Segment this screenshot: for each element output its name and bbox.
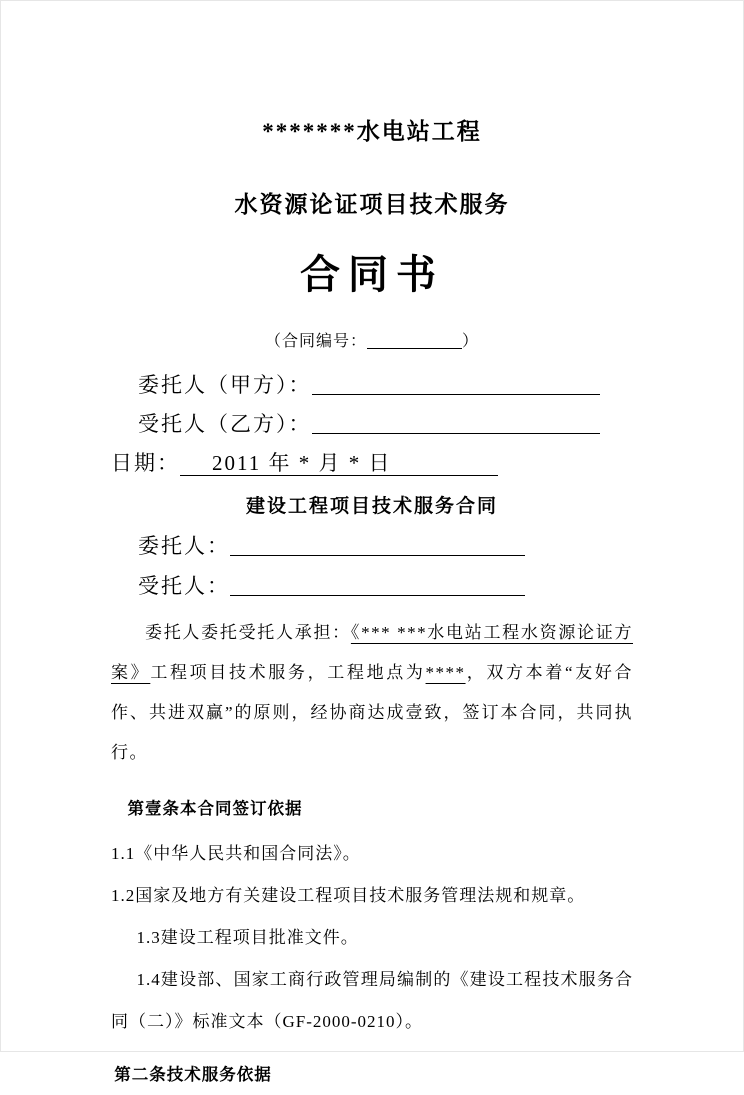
intro-paragraph: [111, 613, 633, 773]
clause-1-3: 1.3建设工程项目批准文件。: [136, 927, 359, 947]
contract-subtitle: 建设工程项目技术服务合同: [245, 496, 498, 518]
intro-underlined-location: ****: [425, 662, 466, 682]
contract-number-blank[interactable]: [367, 332, 462, 349]
contract-number-line: [111, 328, 633, 351]
date-value: 2011 年 * 月 * 日: [212, 451, 392, 476]
trustee-blank[interactable]: [230, 574, 525, 596]
clause-1-1: 1.1《中华人民共和国合同法》。: [111, 843, 361, 863]
contract-number-open: （合同编号：: [264, 333, 367, 350]
title-line-2: 水资源论证项目技术服务: [234, 192, 510, 217]
intro-text-3: ，双方本着“友好合作、共进双赢”的原则，经协商达成壹致，签订本合同，共同执行。: [111, 662, 634, 762]
party-a-blank[interactable]: [312, 373, 600, 395]
intro-underlined-scheme: 《*** ***水电站工程水资源论证方案》: [111, 622, 633, 682]
party-b-label: 受托人（乙方）：: [138, 412, 312, 437]
date-row: [111, 451, 633, 476]
clause-1-4: 1.4建设部、国家工商行政管理局编制的《建设工程技术服务合同（二）》标准文本（GF-2000-0210）。: [111, 969, 633, 1031]
client-row: [138, 534, 633, 558]
party-b-row: [138, 412, 633, 436]
client-label: 委托人：: [138, 534, 230, 559]
document-content: [1, 1, 743, 1095]
clause-1-2: 1.2国家及地方有关建设工程项目技术服务管理法规和规章。: [111, 885, 586, 905]
trustee-label: 受托人：: [138, 573, 230, 598]
party-b-blank[interactable]: [312, 412, 600, 434]
date-blank[interactable]: [180, 451, 498, 476]
title-contract-book: 合同书: [300, 252, 444, 297]
intro-text-2: 工程项目技术服务，工程地点为: [150, 662, 426, 682]
contract-number-close: ）: [462, 333, 480, 350]
party-a-row: [138, 373, 633, 397]
party-a-label: 委托人（甲方）：: [138, 373, 312, 397]
date-label: 日期：: [111, 451, 180, 476]
section-2-heading: 第二条技术服务依据: [114, 1064, 272, 1084]
intro-text-1: 委托人委托受托人承担：: [145, 622, 351, 642]
trustee-row: [138, 574, 633, 598]
client-blank[interactable]: [230, 534, 525, 556]
title-line-1: *******水电站工程: [262, 119, 482, 144]
section-1-heading: 第壹条本合同签订依据: [127, 798, 303, 818]
